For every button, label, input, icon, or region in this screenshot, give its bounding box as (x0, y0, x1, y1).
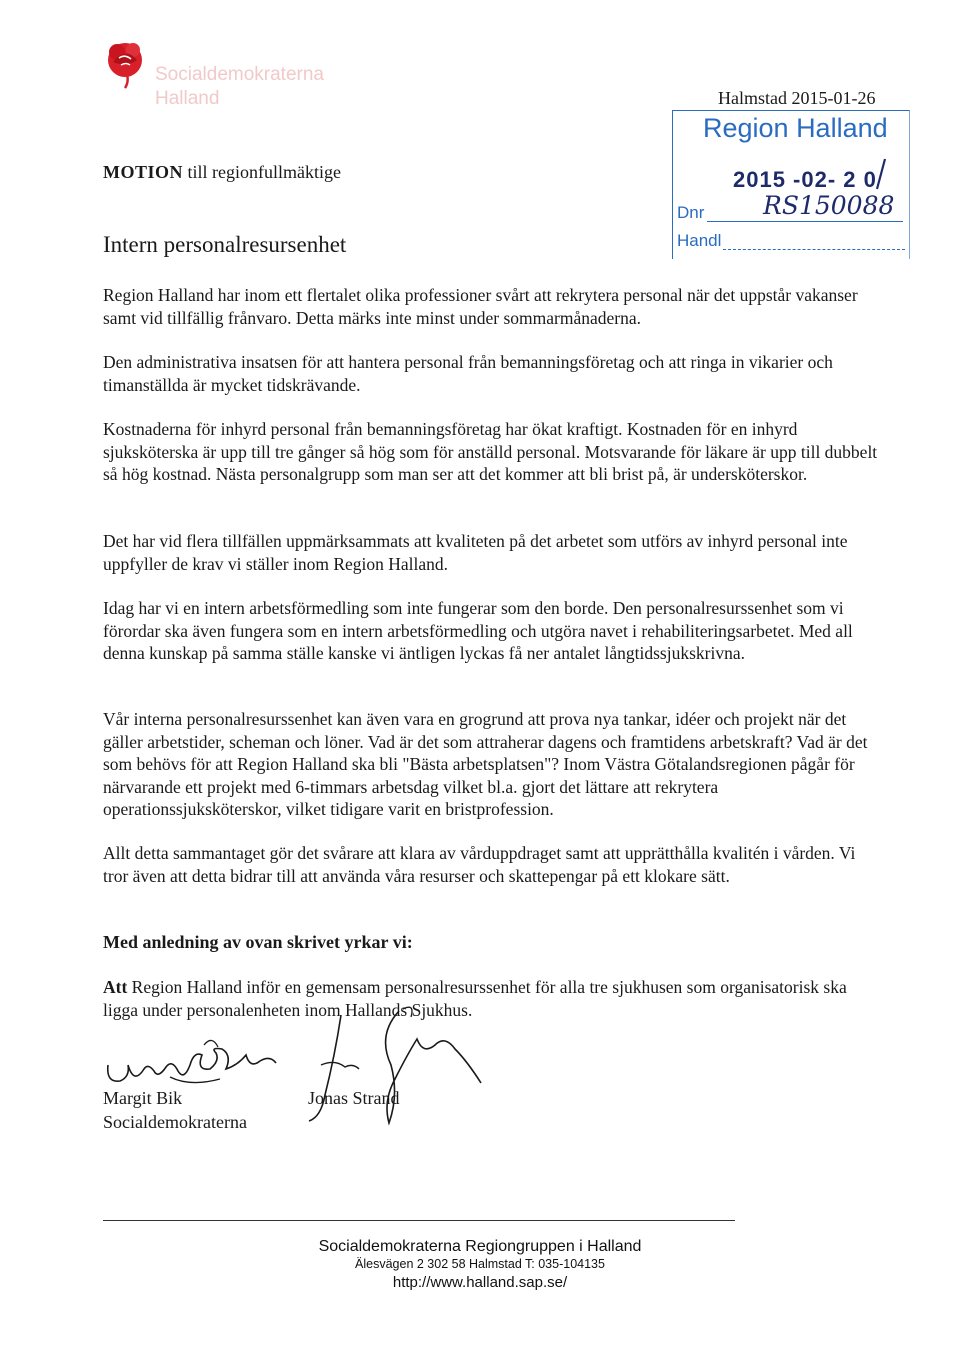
paragraph-5-text: Idag har vi en intern arbetsförmedling som inte fungerar som den borde. Den personalresurssenhet som vi förordar ska även fungera som en intern arbetsförmedling och utgöra navet i rehabiliteringsarbetet. Med all denna kunskap på samma ställe kanske vi äntligen lyckas få ner antalet långtidssjukskrivna. (103, 598, 853, 663)
paragraph-2 (103, 351, 883, 396)
paragraph-1-text: Region Halland har inom ett flertalet olika professioner svårt att rekrytera personal när det uppstår vakanser samt vid tillfällig frånvaro. Detta märks inte minst under sommarmånaderna. (103, 285, 858, 328)
paragraph-5 (103, 597, 883, 665)
paragraph-6-text: Vår interna personalresurssenhet kan även vara en grogrund att prova nya tankar, idéer och projekt när det gäller arbetstider, scheman och löner. Vad är det som attraherar dagens och framtidens arbetskraft? Vad är det som behövs för att Region Halland ska bli "Bästa arbetsplatsen"? Inom Västra Götalandsregionen pågår för närvarande ett projekt med 6-timmars arbetsdag vilket bl.a. gjort det lättare att rekrytera operationssjuksköterskor, vilket tidigare varit en bristprofession. (103, 709, 868, 819)
paragraph-4 (103, 530, 883, 575)
paragraph-7 (103, 842, 883, 887)
footer-divider (103, 1220, 735, 1221)
paragraph-7-text: Allt detta sammantaget gör det svårare att klara av vårduppdraget samt att upprätthålla kvalitén i vården. Vi tror även att detta bidrar till att använda våra resurser och skattepengar på ett klokare sätt. (103, 843, 856, 886)
signature-2-icon (295, 1005, 495, 1130)
stamp-dnr-line (707, 221, 903, 222)
footer-url[interactable]: http://www.halland.sap.se/ (392, 1274, 568, 1291)
paragraph-4-text: Det har vid flera tillfällen uppmärksammats att kvaliteten på det arbetet som utförs av inhyrd personal inte uppfyller de krav vi ställer inom Region Halland. (103, 531, 848, 574)
rose-logo-icon (103, 38, 155, 90)
footer-organization: Socialdemokraterna Regiongruppen i Halland (318, 1238, 642, 1255)
motion-heading (103, 162, 341, 183)
stamp-dnr-label: Dnr (677, 203, 705, 222)
logo-line-1: Socialdemokraterna (155, 64, 324, 85)
proposal-att: Att (103, 977, 128, 997)
stamp-handl-line (723, 249, 905, 250)
received-stamp (672, 110, 910, 259)
motion-target: till regionfullmäktige (183, 162, 341, 182)
stamp-handl-label: Handl (677, 231, 722, 250)
signer-2-name: Jonas Strand (308, 1088, 400, 1108)
logo-line-2: Halland (155, 88, 220, 109)
stamp-title: Region Halland (703, 113, 888, 143)
place-date: Halmstad 2015-01-26 (718, 88, 876, 108)
paragraph-2-text: Den administrativa insatsen för att hantera personal från bemanningsföretag och att ringa in vikarier och timanställda är mycket tidskrävande. (103, 352, 833, 395)
document-title: Intern personalresursenhet (103, 232, 347, 257)
paragraph-1 (103, 284, 883, 329)
paragraph-6 (103, 708, 883, 821)
stamp-pen-mark (871, 157, 891, 191)
stamp-dnr-value: RS150088 (763, 191, 895, 220)
signer-1-party: Socialdemokraterna (103, 1112, 247, 1132)
stamp-date: 2015 -02- 2 0 (733, 167, 877, 192)
paragraph-3-text: Kostnaderna för inhyrd personal från bemanningsföretag har ökat kraftigt. Kostnaden för en inhyrd sjuksköterska är upp till tre gånger så hög som för anställd personal. Motsvarande för läkare är upp till dubbelt så hög kostnad. Nästa personalgrupp som man ser att det kommer att bli brist på, är undersköterskor. (103, 419, 878, 484)
proposal-heading: Med anledning av ovan skrivet yrkar vi: (103, 932, 413, 952)
motion-label: MOTION (103, 162, 184, 182)
footer-address: Älesvägen 2 302 58 Halmstad T: 035-104135 (355, 1257, 605, 1271)
paragraph-3 (103, 418, 883, 486)
proposal-body: Region Halland inför en gemensam personalresurssenhet för alla tre sjukhusen som organisatorisk ska ligga under personalenheten inom Hallands Sjukhus. (103, 977, 847, 1020)
signer-1-name: Margit Bik (103, 1088, 183, 1108)
logo-wordmark (155, 63, 324, 111)
